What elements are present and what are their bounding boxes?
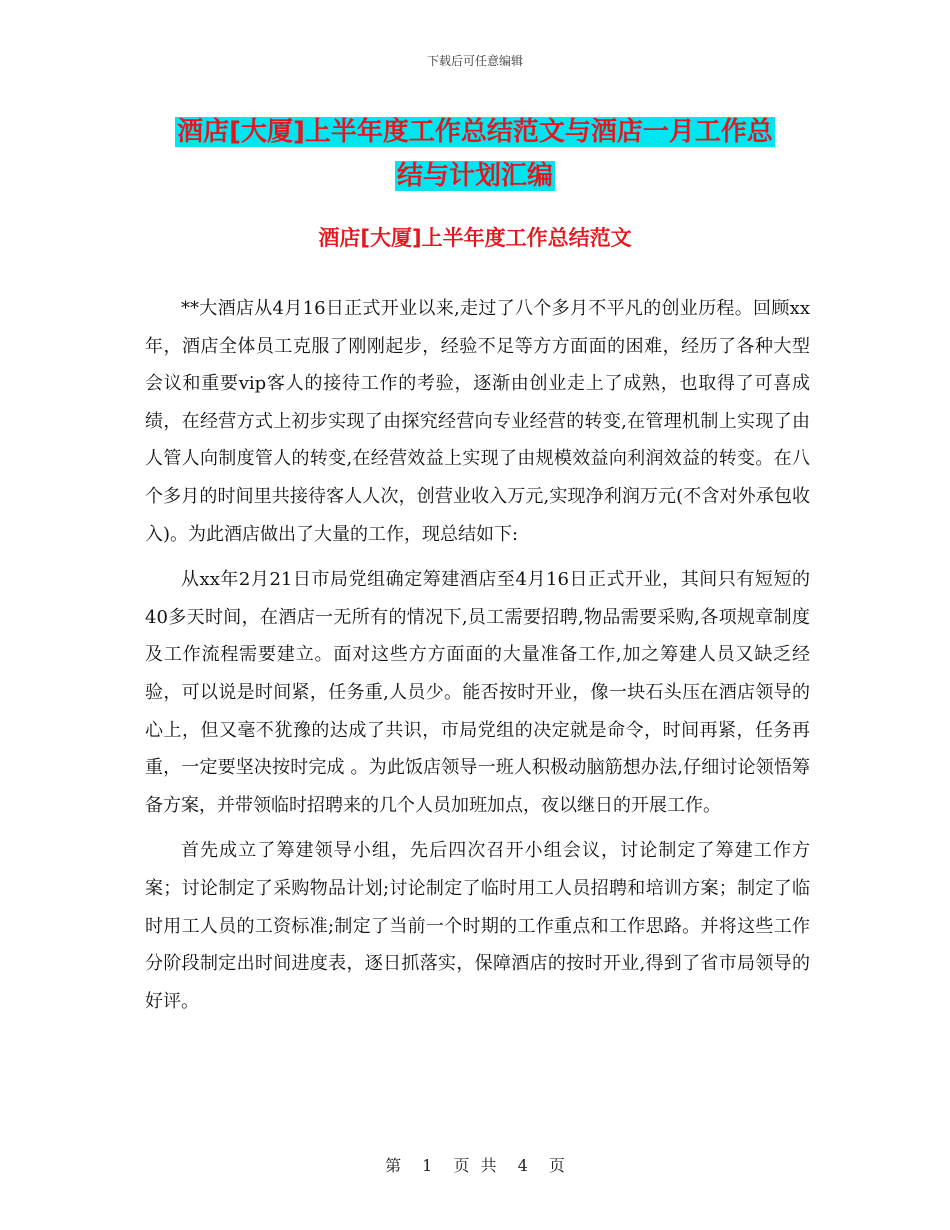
document-title-line-2: [0, 154, 950, 198]
page-label-suffix: 页: [548, 1156, 565, 1175]
body-text: [145, 290, 810, 1028]
document-title: [0, 110, 950, 198]
header-note: 下载后可任意编辑: [426, 54, 523, 68]
page-label-prefix: 第: [385, 1156, 402, 1175]
document-title-line-1: [0, 110, 950, 154]
title-highlight: 酒店[大厦]上半年度工作总结范文与酒店一月工作总: [177, 117, 773, 147]
title-highlight: 结与计划汇编: [396, 161, 553, 191]
total-pages-number: 4: [517, 1156, 528, 1175]
paragraph: **大酒店从4月16日正式开业以来,走过了八个多月不平凡的创业历程。回顾xx年，酒店全体员工克服了刚刚起步，经验不足等方方面面的困难，经历了各种大型会议和重要vip客人的接待工作的考验，逐渐由创业走上了成熟，也取得了可喜成绩，在经营方式上初步实现了由探究经营向专业经营的转变,在管理机制上实现了由人管人向制度管人的转变,在经营效益上实现了由规模效益向利润效益的转变。在八个多月的时间里共接待客人人次，创营业收入万元,实现净利润万元(不含对外承包收入)。为此酒店做出了大量的工作，现总结如下:: [145, 298, 810, 545]
page-label-mid: 页 共: [453, 1156, 497, 1175]
page-footer: [0, 1153, 950, 1176]
paragraph: 从xx年2月21日市局党组确定筹建酒店至4月16日正式开业，其间只有短短的40多天时间，在酒店一无所有的情况下,员工需要招聘,物品需要采购,各项规章制度及工作流程需要建立。面对这些方方面面的大量准备工作,加之筹建人员又缺乏经验，可以说是时间紧，任务重,人员少。能否按时开业，像一块石头压在酒店领导的心上，但又毫不犹豫的达成了共识，市局党组的决定就是命令，时间再紧，任务再重，一定要坚决按时完成 。为此饭店领导一班人积极动脑筋想办法,仔细讨论领悟筹备方案，并带领临时招聘来的几个人员加班加点，夜以继日的开展工作。: [145, 569, 810, 816]
current-page-number: 1: [422, 1156, 433, 1175]
paragraph: 首先成立了筹建领导小组，先后四次召开小组会议，讨论制定了筹建工作方案；讨论制定了采购物品计划;讨论制定了临时用工人员招聘和培训方案；制定了临时用工人员的工资标准;制定了当前一个时期的工作重点和工作思路。并将这些工作分阶段制定出时间进度表，逐日抓落实，保障酒店的按时开业,得到了省市局领导的好评。: [145, 840, 810, 1012]
section-title: 酒店[大厦]上半年度工作总结范文: [318, 226, 632, 250]
